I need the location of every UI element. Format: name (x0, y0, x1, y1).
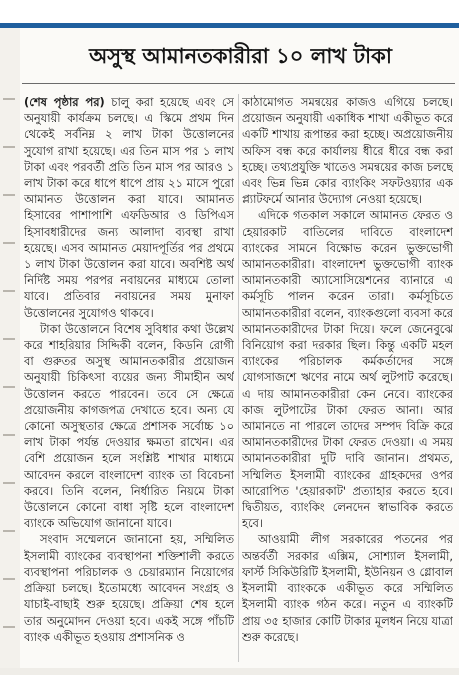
article-paragraph: সংবাদ সম্মেলনে জানানো হয়, সম্মিলিত ইসলামী ব্যাংকের ব্যবস্থাপনা শক্তিশালী করতে ব্যবস্থাপনা পরিচালক ও চেয়ারম্যান নিয়োগের প্রক্রিয়া চলছে। ইতোমধ্যে আবেদন সংগ্রহ ও যাচাই-বাছাই শুরু হয়েছে। প্রক্রিয়া শেষ হলে তার অনুমোদন দেওয়া হবে। একই সঙ্গে পাঁচটি ব্যাংক একীভূত হওয়ায় প্রশাসনিক ও (24, 532, 234, 644)
article-column-right (242, 94, 453, 662)
headline: অসুস্থ আমানতকারীরা ১০ লাখ টাকা (89, 44, 392, 68)
article-paragraph: এদিকে গতকাল সকালে আমানত ফেরত ও হেয়ারকাট বাতিলের দাবিতে বাংলাদেশ ব্যাংকের সামনে বিক্ষোভ করেন ভুক্তভোগী আমানতকারীরা। বাংলাদেশ ভুক্তভোগী ব্যাংক আমানতকারী অ্যাসোসিয়েশনের ব্যানারে এ কর্মসূচি পালন করেন তারা। কর্মসূচিতে আমানতকারীরা বলেন, ব্যাংকগুলো ব্যবসা করে আমানতকারীদের টাকা দিয়ে। ফলে জেনেবুঝে বিনিয়োগ করা দরকার ছিল। কিন্তু একটি মহল ব্যাংকের পরিচালক কর্মকর্তাদের সঙ্গে যোগসাজশে ঋণের নামে অর্থ লুটপাট করেছে। এ দায় আমানতকারীরা কেন নেবে। ব্যাংকের কাজ লুটপাটের টাকা ফেরত আনা। আর আমানতে না পারলে তাদের সম্পদ বিক্রি করে আমানতকারীদের টাকা ফেরত দেওয়া। এ সময় আমানতকারীরা দুটি দাবি জানান। প্রথমত, সম্মিলিত ইসলামী ব্যাংকের গ্রাহকদের ওপর আরোপিত 'হেয়ারকাট' প্রত্যাহার করতে হবে। দ্বিতীয়ত, ব্যাংকিং লেনদেন স্বাভাবিক করতে হবে। (242, 208, 453, 531)
article-column-left (24, 94, 234, 662)
adjacent-column-edge (0, 28, 20, 675)
accent-rule (0, 23, 459, 28)
column-divider (238, 94, 239, 662)
paragraph-text: চালু করা হয়েছে এবং সে অনুযায়ী কার্যক্রম চলছে। এ স্কিমে প্রথম দিন থেকেই সর্বনিম্ন ২ লাখ টাকা উত্তোলনের সুযোগ রাখা হয়েছে। এর তিন মাস পর ১ লাখ টাকা এবং পরবর্তী প্রতি তিন মাস পর আরও ১ লাখ টাকা করে ধাপে ধাপে প্রায় ২১ মাসে পুরো আমানত উত্তোলন করা যাবে। আমানত হিসাবের পাশাপাশি এফডিআর ও ডিপিএস হিসাবধারীদের জন্য আলাদা ব্যবস্থা রাখা হয়েছে। এসব আমানত মেয়াদপূর্তির পর প্রথমে ১ লাখ টাকা উত্তোলন করা যাবে। অবশিষ্ট অর্থ নির্দিষ্ট সময় পরপর নবায়নের মাধ্যমে তোলা যাবে। প্রতিবার নবায়নের সময় মুনাফা উত্তোলনের সুযোগও থাকবে। (24, 95, 234, 320)
article-paragraph: টাকা উত্তোলনে বিশেষ সুবিধার কথা উল্লেখ করে শাহরিয়ার সিদ্দিকী বলেন, কিডনি রোগী বা গুরুতর অসুস্থ আমানতকারীর প্রয়োজন অনুযায়ী চিকিৎসা ব্যয়ের জন্য সীমাহীন অর্থ উত্তোলন করতে পারবেন। তবে সে ক্ষেত্রে প্রয়োজনীয় কাগজপত্র দেখাতে হবে। অন্য যে কোনো অসুস্থতার ক্ষেত্রে প্রশাসক সর্বোচ্চ ১০ লাখ টাকা পর্যন্ত দেওয়ার ক্ষমতা রাখেন। এর বেশি প্রয়োজন হলে সংশ্লিষ্ট শাখার মাধ্যমে আবেদন করলে বাংলাদেশ ব্যাংক তা বিবেচনা করবে। তিনি বলেন, নির্ধারিত নিয়মে টাকা উত্তোলনে কোনো বাধা সৃষ্টি হলে বাংলাদেশ ব্যাংকে অভিযোগ জানানো যাবে। (24, 321, 234, 531)
article-paragraph: আওয়ামী লীগ সরকারের পতনের পর অন্তর্বর্তী সরকার এক্সিম, সোশ্যাল ইসলামী, ফার্স্ট সিকিউরিটি ইসলামী, ইউনিয়ন ও গ্লোবাল ইসলামী ব্যাংককে একীভূত করে সম্মিলিত ইসলামী ব্যাংক গঠন করে। নতুন এ ব্যাংকটি প্রায় ৩৫ হাজার কোটি টাকার মূলধন নিয়ে যাত্রা শুরু করেছে। (242, 532, 453, 644)
article-paragraph (24, 94, 234, 321)
top-banner (0, 0, 459, 28)
continued-label: (শেষ পৃষ্ঠার পর) (24, 95, 105, 109)
page-footer-edge (0, 668, 459, 675)
headline-divider (22, 83, 455, 84)
article-paragraph: কাঠামোগত সমন্বয়ের কাজও এগিয়ে চলছে। প্রয়োজন অনুযায়ী একাধিক শাখা একীভূত করে একটি শাখায় রূপান্তর করা হচ্ছে। অপ্রয়োজনীয় অফিস বন্ধ করে কার্যালয় ধীরে ধীরে বন্ধ করা হচ্ছে। তথ্যপ্রযুক্তি খাতেও সমন্বয়ের কাজ চলছে এবং ভিন্ন ভিন্ন কোর ব্যাংকিং সফটওয়্যার এক প্ল্যাটফর্মে আনার উদ্যোগ নেওয়া হয়েছে। (242, 95, 453, 207)
